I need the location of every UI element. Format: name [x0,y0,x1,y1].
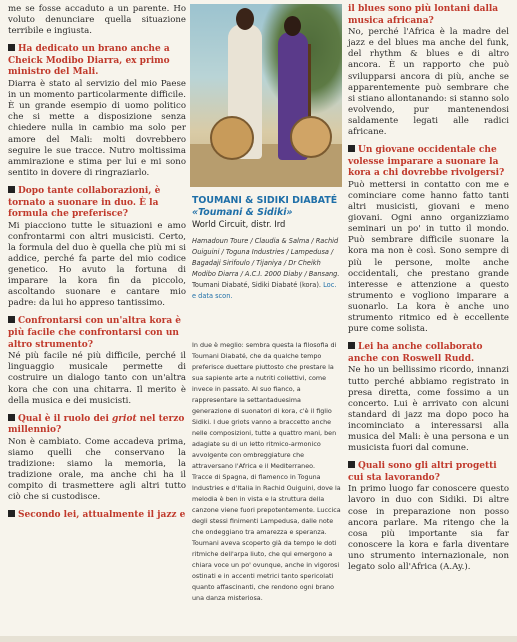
personnel-text: Toumani Diabaté, Sidiki Diabaté (kora). [192,281,324,290]
answer-learn-kora: Può mettersi in contatto con me e cominciare come hanno fatto tanti altri musicisti, giovani e meno giovani. Ogni anno organizziamo seminari un po' in tutto il mondo. Può sembrare difficile suonare la kora ma non è così. Sono sempre di più le persone, molte anche occidentali, che prestano grande interesse e attenzione a questo strumento e vogliono imparare a suonarlo. La kora è anche uno strumento ritmico ed è eccellente pure come solista. [348,179,509,335]
square-bullet-icon [348,342,355,349]
page-bottom-edge [0,636,517,642]
album-title: «Toumani & Sidiki» [192,207,293,218]
column-left [8,4,186,522]
question-jazz-start: Secondo lei, attualmente il jazz e [8,510,186,522]
question-jazz-end: il blues sono più lontani dalla musica africana? [348,4,499,26]
artists-photo [190,4,342,187]
question-other-kora: Confrontarsi con un'altra kora è più facile che confrontarsi con un altro strumento? [8,316,182,350]
square-bullet-icon [8,510,15,517]
square-bullet-icon [8,44,15,51]
album-artist: TOUMANI & SIDIKI DIABATÉ [192,195,338,206]
square-bullet-icon [8,316,15,323]
square-bullet-icon [8,414,15,421]
musician-toumani-head [236,8,254,30]
question-diarra: Ha dedicato un brano anche a Cheick Modibo Diarra, ex primo ministro del Mali. [8,44,170,78]
intro-paragraph: me se fosse accaduto a un parente. Ho voluto denunciare quella situazione terribile e ingiusta. [8,4,186,37]
square-bullet-icon [8,186,15,193]
kora-neck-right [308,44,311,120]
recording-info: Loc. e data scon. [192,281,337,301]
question-rudd: Lei ha anche collaborato anche con Roswell Rudd. [348,342,483,364]
review-paragraph: In due è meglio: sembra questa la filosofia di Toumani Diabaté, che da qualche tempo preferisce duettare piuttosto che prestare la sua sapiente arte a nutriti collettivi, come invece in passato. Al suo fianco, a rappresentare la settantaduesima generazione di suonatori di kora, c'è il figlio Sidiki. I due griots vanno a braccetto anche nelle composizioni, tutte a quattro mani, ben adagiate su di un letto ritmico-armonico avvolgente con ombreggiature che attraversano l'Africa e il Mediterraneo. [192,341,337,470]
answer-other-kora: Né più facile né più difficile, perché il linguaggio musicale permette di costruire un dialogo tanto con un'altra kora che con una chitarra. Il merito è della musica e dei musicisti. [8,351,186,406]
question-duo: Dopo tante collaborazioni, è tornato a suonare in duo. È la formula che preferisce? [8,185,161,220]
question-griot: Qual è il ruolo dei griot nel terzo millennio? [8,413,185,436]
kora-left [210,116,254,160]
kora-right [290,116,332,158]
review-paragraph: Tracce di Spagna, di flamenco in Toguna Industries e d'Italia in Rachid Ouiguini, dove la melodia è ben in vista e la struttura della canzone viene fuori prepotentemente. Luccica degli stessi finimenti Lampedusa, dalle note che ondeggiano tra amarezza e speranza. Toumani aveva scoperto già da tempo le doti ritmiche dell'arpa liuto, che qui emergono a chiara voce un po' ovunque, anche in vigorosi ostinati e in accenti metrici tanto spericolati quanto affascinanti, che rendono ogni brano una danza misteriosa. [192,473,341,602]
tracklist-text: Hamadoun Toure / Claudia & Salma / Rachid Ouiguini / Toguna Industries / Lampedusa / Bagadaji Sirifoulo / Tijaniya / Dr Cheikh Modibo Diarra / A.C.I. 2000 Diaby / Bansang. [192,237,340,279]
album-review [192,340,342,604]
square-bullet-icon [348,461,355,468]
musician-sidiki-head [284,16,301,36]
column-right [348,4,509,573]
answer-duo: Mi piacciono tutte le situazioni e amo confrontarmi con altri musicisti. Certo, la formula del duo è quella che più mi si addice, perché fa parte del mio codice genetico. Ho avuto la fortuna di imparare la kora fin da piccolo, ascoltando suonare e cantare mio padre: da lui ho appreso tantissimo. [8,220,186,309]
answer-griot: Non è cambiato. Come accadeva prima, siamo quelli che conservano la tradizione: siamo la memoria, la tradizione orale, ma anche chi ha il compito di trasmettere agli altri tutto ciò che si custodisce. [8,436,186,503]
answer-projects: In primo luogo far conoscere questo lavoro in duo con Sidiki. Di altre cose in preparazione non posso ancora parlare. Ma ritengo che la cosa più importante sia far conoscere la kora e farla diventare uno strumento internazionale, non legato solo all'Africa (A.Ay.). [348,484,509,572]
question-learn-kora: Un giovane occidentale che volesse imparare a suonare la kora a chi dovrebbe rivolgersi? [348,145,505,179]
answer-diarra: Diarra è stato al servizio del mio Paese in un momento particolarmente difficile. È un grande esempio di uomo politico che si mette a disposizione senza chiedere nulla in cambio ma solo per amore del Mali: molti dovrebbero seguire le sue tracce. Nutro moltissima ammirazione e stima per lui e mi sono sentito in dovere di ringraziarlo. [8,79,186,178]
album-tracklist [192,236,342,303]
answer-rudd: Ne ho un bellissimo ricordo, innanzi tutto perché abbiamo registrato in presa diretta, come fossimo a un concerto. Lui è arrivato con alcuni standard di jazz ma dopo poco ha incominciato a interessarsi alla musica del Mali: è una persona e un musicista fuori dal comune. [348,365,509,454]
square-bullet-icon [348,145,355,152]
album-label: World Circuit, distr. Ird [192,219,286,229]
answer-jazz: No, perché l'Africa è la madre del jazz e del blues ma anche del funk, del rhythm & blues e di altro ancora. È un rapporto che può svilupparsi ancora di più, anche se apparentemente può sembrare che si stiano allontanando: si stanno solo evolvendo, pur mantenendosi saldamente legati alle radici africane. [348,27,509,138]
question-projects: Quali sono gli altri progetti cui sta lavorando? [348,461,497,483]
